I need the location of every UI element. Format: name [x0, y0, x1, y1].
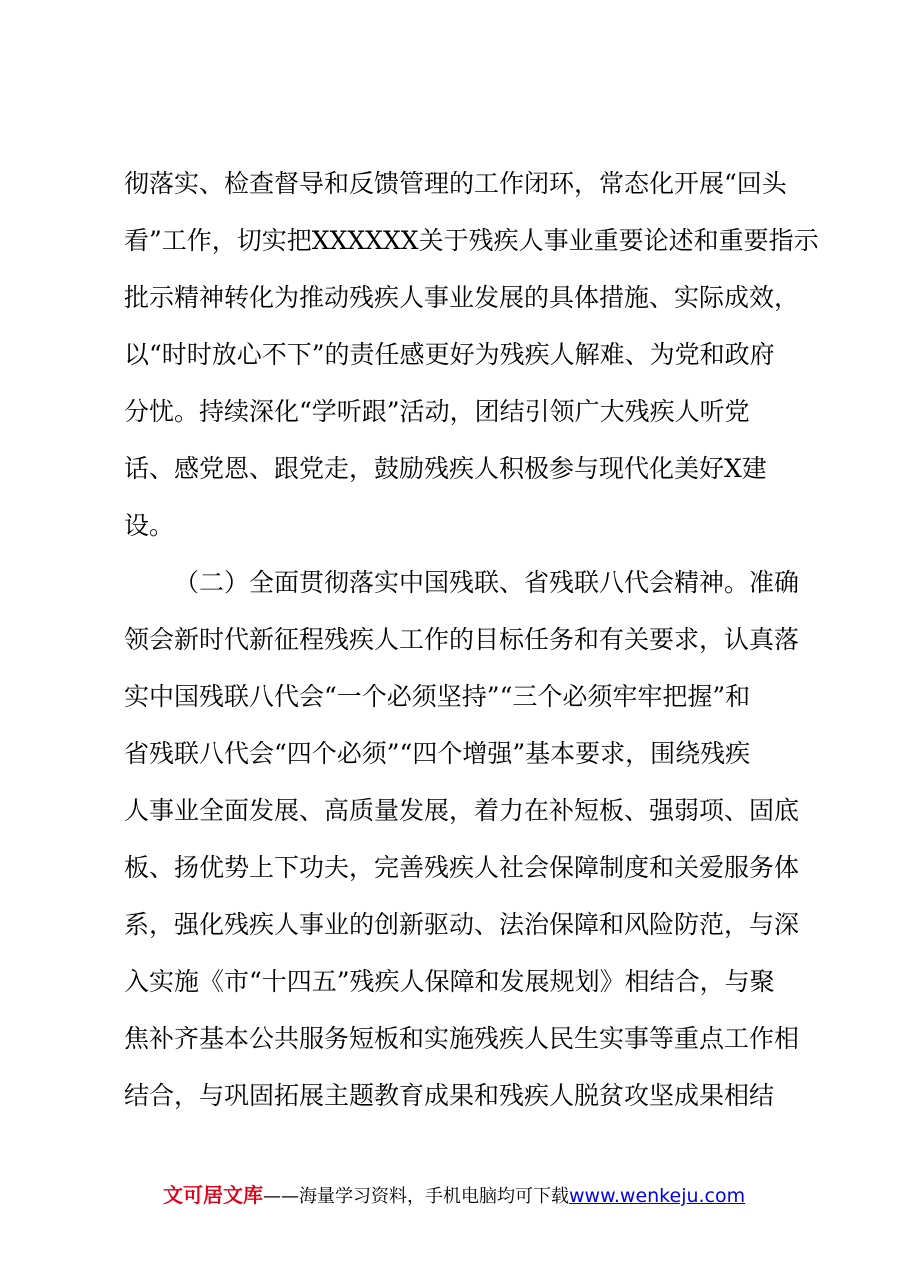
body-text-line: 焦补齐基本公共服务短板和实施残疾人民生实事等重点工作相 — [124, 1024, 800, 1053]
body-text-line: 分忧。持续深化“学听跟”活动，团结引领广大残疾人听党 — [124, 397, 750, 426]
body-text-line: 话、感党恩、跟党走，鼓励残疾人积极参与现代化美好X建 — [124, 454, 767, 483]
body-text-line: 批示精神转化为推动残疾人事业发展的具体措施、实际成效， — [124, 283, 800, 312]
body-text-line: 实中国残联八代会“一个必须坚持”“三个必须牢牢把握”和 — [124, 682, 751, 711]
footer-tagline: ——海量学习资料，手机电脑均可下载 — [263, 1186, 569, 1207]
section-heading-line: （二）全面贯彻落实中国残联、省残联八代会精神。准确 — [174, 568, 800, 597]
body-text-line: 入实施《市“十四五”残疾人保障和发展规划》相结合，与聚 — [124, 967, 775, 996]
body-text-line: 以“时时放心不下”的责任感更好为残疾人解难、为党和政府 — [124, 340, 775, 369]
body-text-line: 领会新时代新征程残疾人工作的目标任务和有关要求，认真落 — [124, 625, 800, 654]
body-text-line: 彻落实、检查督导和反馈管理的工作闭环，常态化开展“回头 — [124, 169, 787, 198]
body-text-line: 设。 — [124, 511, 175, 540]
body-text-line: 人事业全面发展、高质量发展，着力在补短板、强弱项、固底 — [124, 796, 800, 825]
body-text-line: 省残联八代会“四个必须”“四个增强”基本要求，围绕残疾 — [124, 739, 751, 768]
body-text-line: 板、扬优势上下功夫，完善残疾人社会保障制度和关爱服务体 — [124, 853, 800, 882]
footer-brand: 文可居文库 — [163, 1183, 263, 1207]
footer-url-link[interactable]: www.wenkeju.com — [569, 1185, 746, 1207]
body-text-line: 系，强化残疾人事业的创新驱动、法治保障和风险防范，与深 — [124, 910, 800, 939]
footer-banner — [163, 1183, 745, 1209]
body-text-line: 看”工作，切实把XXXXXX关于残疾人事业重要论述和重要指示 — [124, 226, 819, 255]
body-text-line: 结合，与巩固拓展主题教育成果和残疾人脱贫攻坚成果相结 — [124, 1081, 775, 1110]
